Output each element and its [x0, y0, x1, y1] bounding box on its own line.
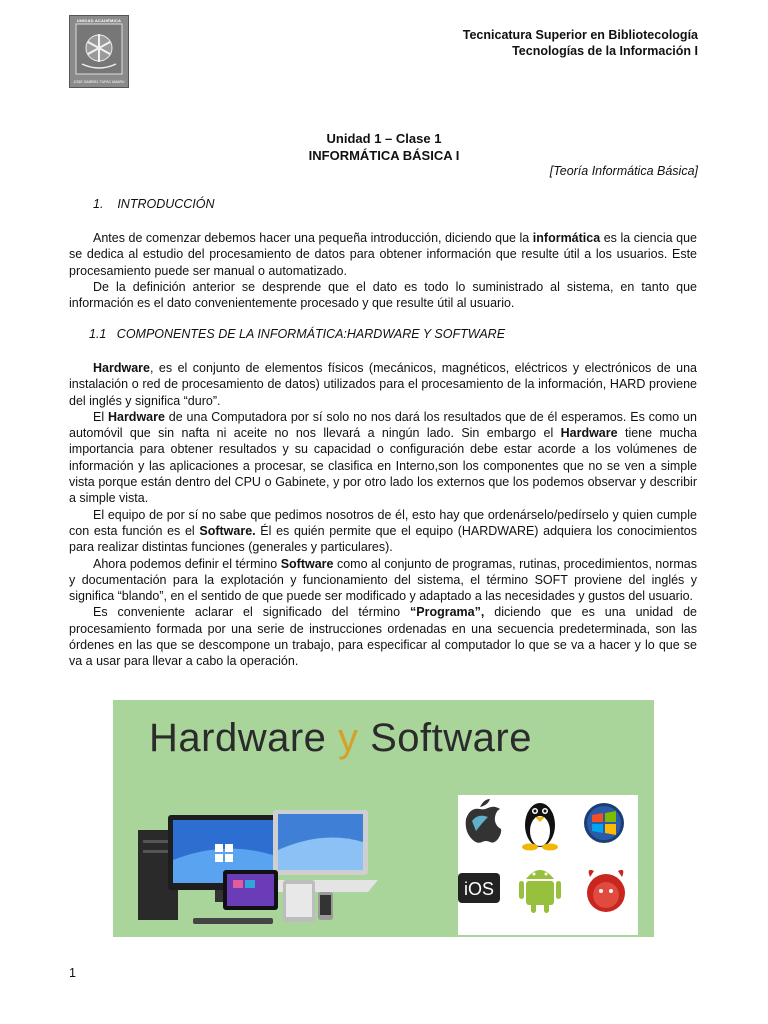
apple-icon [466, 799, 502, 843]
text-run: El [93, 409, 108, 424]
text-run: Él es quién permite que el equipo (HARDWARE) adquiera los conocimientos para realizar distintas funciones (generales y particulares). [69, 523, 698, 555]
tablet-icon [223, 870, 333, 922]
windows-icon [584, 803, 624, 843]
text-run: diciendo que es una unidad de procesamiento formada por una serie de instrucciones ordenadas en una secuencia predeterminada, son las órdenes en las que se descompone un trabajo, para especificar al computador lo que se va a hacer y lo que se va a usar para llevar a cabo la operación. [69, 605, 697, 669]
text-run: tiene mucha importancia para obtener resultados y su capacidad o configuración debe estar acorde a los volúmenes de información y las aplicaciones a procesar, se clasifica en Interno,son los componentes que no se ven a simple vista porque están dentro del CPU o Gabinete, y por otro lado los externos que los podemos observar y describir a simple vista. [69, 426, 697, 506]
logo-top-text: UNIDAD ACADÉMICA [76, 18, 122, 23]
text-run: , es el conjunto de elementos físicos (mecánicos, magnéticos, eléctricos y electrónicos de una instalación o red de procesamiento de datos) utilizados para el procesamiento de la información, HARD proviene del inglés y significa “duro”. [69, 361, 697, 408]
bold-term: “Programa”, [410, 605, 485, 620]
os-logos [458, 795, 638, 935]
section-componentes-body [69, 360, 697, 670]
text-run: Es conveniente aclarar el significado del término [93, 605, 411, 620]
page-number: 1 [69, 966, 76, 980]
paragraph [69, 409, 697, 507]
title-run: Software [358, 716, 532, 760]
document-title: INFORMÁTICA BÁSICA I [308, 148, 460, 163]
title-run: y [338, 716, 359, 760]
ios-icon [458, 873, 500, 903]
bold-term: Software. [199, 523, 256, 538]
text-run: De la definición anterior se desprende que el dato es todo lo suministrado al sistema, en tanto que información es el dato convenientemente procesado y que resulte útil al usuario. [69, 279, 697, 311]
paragraph [69, 556, 697, 605]
institution-logo [69, 15, 129, 88]
header-line-1: Tecnicatura Superior en Bibliotecología [462, 28, 698, 42]
linux-tux-icon [522, 803, 558, 851]
bold-term: Hardware [93, 361, 150, 375]
paragraph [69, 507, 697, 556]
text-run: Antes de comenzar debemos hacer una pequeña introducción, diciendo que la [93, 231, 533, 245]
bold-term: Hardware [560, 426, 618, 441]
paragraph [69, 230, 697, 279]
paragraph [69, 604, 697, 669]
paragraph [69, 279, 697, 312]
ios-label: iOS [463, 879, 495, 899]
section-heading-componentes: 1.1 COMPONENTES DE LA INFORMÁTICA:HARDWARE Y SOFTWARE [89, 327, 506, 341]
section-introduccion-body [69, 230, 697, 311]
emblem-icon [70, 16, 128, 87]
devices-group [133, 800, 383, 930]
freebsd-icon [587, 870, 625, 912]
logo-bottom-text: JOSÉ GABRIEL TUPAC AMARU [73, 80, 125, 84]
title-run: Hardware [149, 716, 339, 760]
text-run: es la ciencia que se dedica al estudio del procesamiento de datos para obtener información que resulte útil a los usuarios. Este procesamiento puede ser manual o automatizado. [69, 231, 697, 278]
illustration-title [149, 716, 532, 761]
bold-term: Software [280, 556, 334, 571]
text-run: El equipo de por sí no sabe que pedimos nosotros de él, esto hay que ordenárselo/pedírselo y quien cumple con esta función es el [69, 507, 697, 538]
section-heading-introduccion: 1. INTRODUCCIÓN [93, 197, 215, 211]
topic-tag: [Teoría Informática Básica] [549, 164, 698, 178]
bold-term: Hardware [107, 409, 165, 424]
text-run: de una Computadora por sí solo no nos dará los resultados que de él esperamos. Es como un automóvil que sin nafta ni aceite no nos llevará a ningún lado. Sin embargo el [69, 409, 697, 441]
unit-title: Unidad 1 – Clase 1 [326, 131, 442, 146]
document-header [463, 27, 698, 59]
text-run: Ahora podemos definir el término [93, 556, 281, 571]
bold-term: informática [532, 231, 601, 245]
hardware-software-illustration [113, 700, 654, 937]
android-icon [519, 870, 561, 913]
laptop-icon [263, 810, 378, 892]
paragraph [69, 360, 697, 409]
text-run: como al conjunto de programas, rutinas, procedimientos, normas y documentación para la explotación y funcionamiento del sistema, el término SOFT proviene del inglés y significa “blando”, en el sentido de que puede ser modificado y adaptado a las necesidades y gustos del usuario. [69, 556, 697, 604]
os-logos-panel [458, 795, 638, 935]
header-line-2: Tecnologías de la Información I [512, 44, 698, 58]
